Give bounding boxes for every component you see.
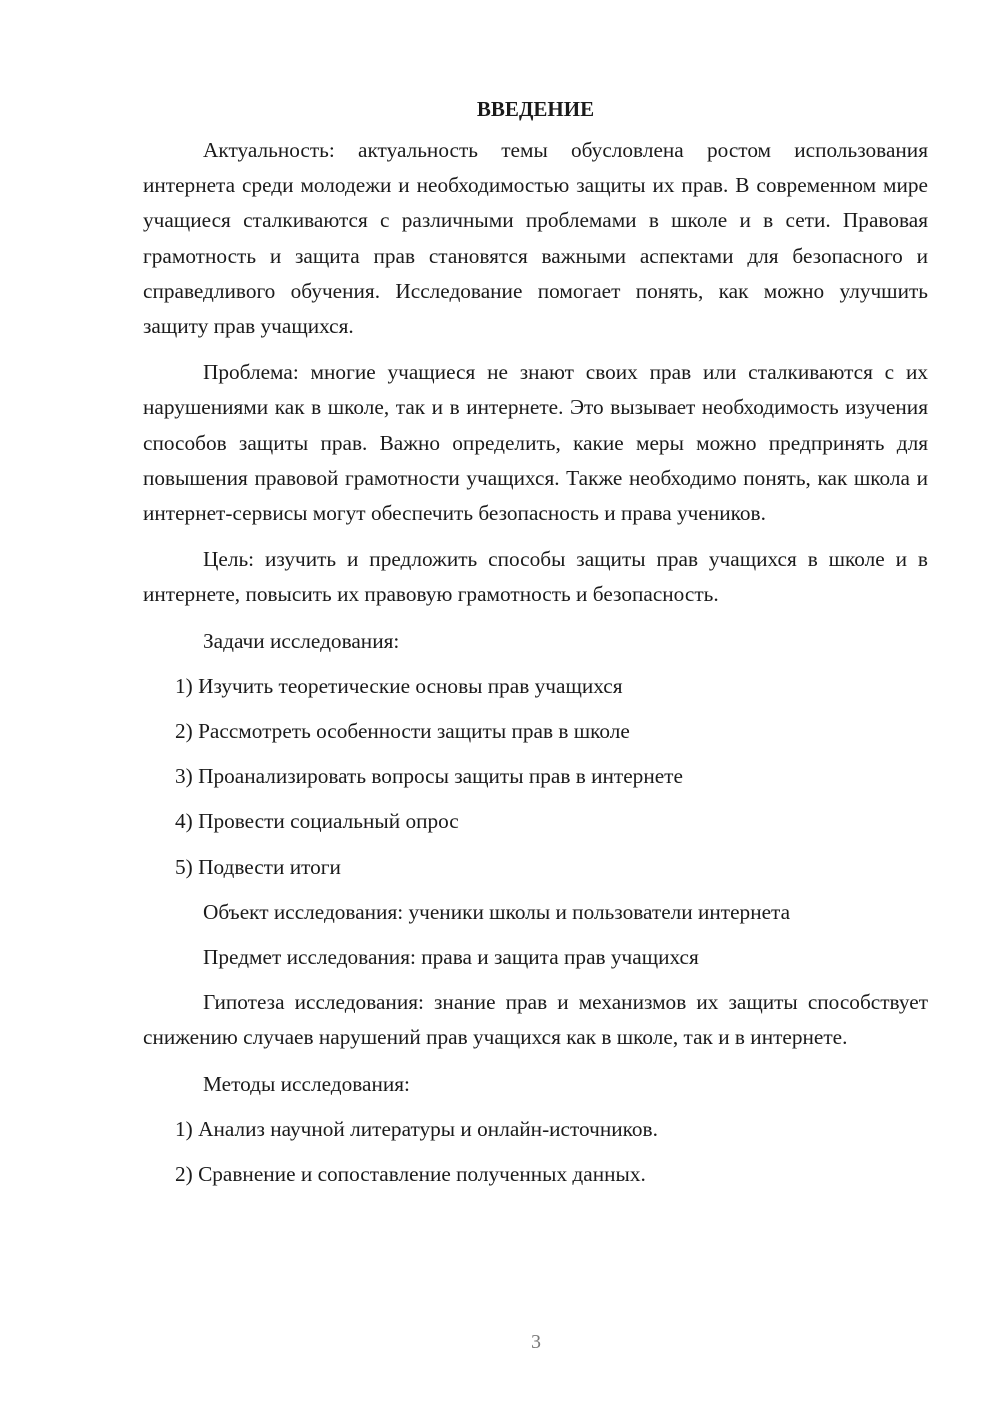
- hypothesis-paragraph: Гипотеза исследования: знание прав и механизмов их защиты способствует снижению случаев нарушений прав учащихся как в школе, так и в интернете.: [143, 990, 928, 1050]
- research-subject: Предмет исследования: права и защита прав учащихся: [203, 945, 699, 970]
- relevance-paragraph: Актуальность: актуальность темы обусловлена ростом использования интернета среди молодежи и необходимостью защиты их прав. В современном мире учащиеся сталкиваются с различными проблемами в школе и в сети. Правовая грамотность и защита прав становятся важными аспектами для безопасного и справедливого обучения. Исследование помогает понять, как можно улучшить защиту прав учащихся.: [143, 138, 928, 339]
- list-item: 2) Сравнение и сопоставление полученных данных.: [175, 1162, 646, 1187]
- goal-paragraph: Цель: изучить и предложить способы защиты прав учащихся в школе и в интернете, повысить их правовую грамотность и безопасность.: [143, 547, 928, 607]
- methods-heading: Методы исследования:: [203, 1071, 410, 1096]
- list-item: 2) Рассмотреть особенности защиты прав в школе: [175, 719, 630, 744]
- document-page: [143, 92, 928, 1202]
- methods-list: [143, 1112, 928, 1192]
- list-item: 1) Изучить теоретические основы прав учащихся: [175, 673, 623, 698]
- list-item: 5) Подвести итоги: [175, 854, 341, 879]
- tasks-list: [143, 669, 928, 885]
- list-item: 4) Провести социальный опрос: [175, 809, 459, 834]
- page-number: 3: [531, 1331, 541, 1353]
- list-item: 3) Проанализировать вопросы защиты прав в интернете: [175, 764, 683, 789]
- list-item: 1) Анализ научной литературы и онлайн-источников.: [175, 1116, 658, 1141]
- tasks-heading: Задачи исследования:: [203, 628, 400, 653]
- problem-paragraph: Проблема: многие учащиеся не знают своих прав или сталкиваются с их нарушениями как в школе, так и в интернете. Это вызывает необходимость изучения способов защиты прав. Важно определить, какие меры можно предпринять для повышения правовой грамотности учащихся. Также необходимо понять, как школа и интернет-сервисы могут обеспечить безопасность и права учеников.: [143, 360, 928, 526]
- research-object: Объект исследования: ученики школы и пользователи интернета: [203, 899, 791, 924]
- section-title: ВВЕДЕНИЕ: [476, 97, 595, 121]
